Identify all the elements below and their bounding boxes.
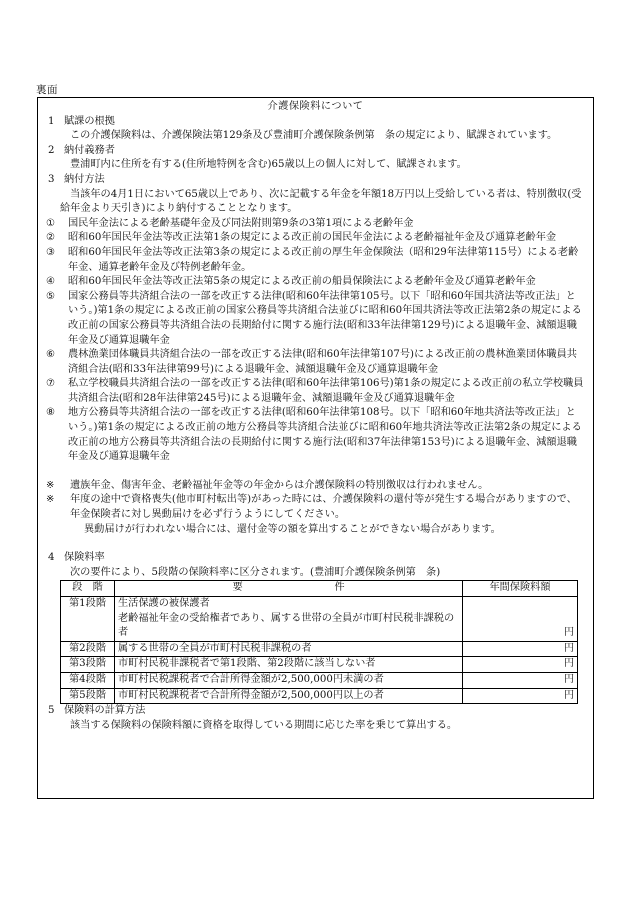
section-2-heading xyxy=(46,144,585,159)
pension-item xyxy=(46,348,585,377)
pension-item xyxy=(46,275,585,290)
section-2-body: 豊浦町内に住所を有する(住所地特例を含む)65歳以上の個人に対して、賦課されます。 xyxy=(70,159,467,171)
section-heading-text: 納付方法 xyxy=(64,173,105,185)
item-marker: ② xyxy=(46,232,56,244)
section-4-body: 次の要件により、5段階の保険料率に区分されます。(豊浦町介護保険条例第 条) xyxy=(70,566,441,578)
item-text: 私立学校職員共済組合法の一部を改正する法律(昭和60年法律第106号)第1条の規定による改正前の私立学校職員共済組合法(昭和28年法律第245号)による退職年金、減額退職年金及び通算退職年金 xyxy=(68,378,584,404)
pension-item xyxy=(46,290,585,348)
side-label: 裏面 xyxy=(36,84,58,96)
header-stage: 段 階 xyxy=(61,581,115,597)
document-frame xyxy=(37,97,594,799)
section-5-body: 該当する保険料の保険料額に資格を取得している期間に応じた率を乗じて算出する。 xyxy=(70,719,458,731)
table-row xyxy=(61,641,578,657)
stage-cell: 第2段階 xyxy=(61,641,115,657)
section-heading-text: 保険料率 xyxy=(64,552,105,564)
stage-cell: 第5段階 xyxy=(61,688,115,704)
fee-cell: 円 xyxy=(463,597,578,642)
item-text: 昭和60年国民年金法等改正法第5条の規定による改正前の船員保険法による老齢年金及び通算老齢年金 xyxy=(68,276,536,288)
item-text: 国家公務員等共済組合法の一部を改正する法律(昭和60年法律第105号。以下「昭和60年国共済法等改正法」という。)第1条の規定による改正前の国家公務員等共済組合法並びに昭和60年国共済法等改正法第2条の規定による改正前の国家公務員等共済組合法の長期給付に関する施行法(昭和33年法律第129号)による退職年金、減額退職年金及び通算退職年金 xyxy=(68,290,582,346)
fee-cell: 円 xyxy=(463,641,578,657)
requirement-cell: 市町村民税課税者で合計所得金額が2,500,000円以上の者 xyxy=(115,688,463,704)
table-row xyxy=(61,657,578,673)
requirement-cell: 属する世帯の全員が市町村民税非課税の者 xyxy=(115,641,463,657)
requirement-cell: 市町村民税課税者で合計所得金額が2,500,000円未満の者 xyxy=(115,672,463,688)
requirement-cell xyxy=(115,597,463,642)
section-1-heading xyxy=(46,115,585,130)
pension-item xyxy=(46,406,585,464)
item-text: 地方公務員等共済組合法の一部を改正する法律(昭和60年法律第108号。以下「昭和60年地共済法等改正法」という。)第1条の規定による改正前の地方公務員等共済組合法並びに昭和60年地共済法等改正法第2条の規定による改正前の地方公務員等共済組合法の長期給付に関する施行法(昭和37年法律第153号)による退職年金、減額退職年金及び通算退職年金 xyxy=(68,407,582,463)
document-title: 介護保険料について xyxy=(267,101,364,112)
section-heading-text: 賦課の根拠 xyxy=(64,115,115,127)
section-heading-text: 納付義務者 xyxy=(64,144,115,156)
header-annual-fee: 年間保険料額 xyxy=(463,581,578,597)
table-row xyxy=(61,672,578,688)
note-text: 遺族年金、傷害年金、老齢福祉年金等の年金からは介護保険料の特別徴収は行われません。 xyxy=(70,479,489,491)
note-marker: ※ xyxy=(46,479,55,491)
item-marker: ① xyxy=(46,217,56,229)
section-4-heading xyxy=(46,551,585,566)
item-marker: ④ xyxy=(46,276,56,288)
section-number: 3 xyxy=(48,173,55,185)
stage-cell: 第1段階 xyxy=(61,597,115,642)
table-row xyxy=(61,597,578,642)
note-item xyxy=(46,479,585,494)
section-number: 4 xyxy=(48,552,55,564)
fee-rate-table xyxy=(60,580,578,704)
pension-item xyxy=(46,217,585,232)
section-3-body: 当該年の4月1日において65歳以上であり、次に記載する年金を年額18万円以上受給している者は、特別徴収(受給年金より天引き)により納付することとなります。 xyxy=(60,188,582,215)
requirement-cell: 市町村民税非課税者で第1段階、第2段階に該当しない者 xyxy=(115,657,463,673)
note-continuation: 異動届けが行われない場合には、還付金等の額を算出することができない場合があります。 xyxy=(84,523,501,535)
item-marker: ⑥ xyxy=(46,349,56,361)
section-5-heading xyxy=(46,704,585,719)
item-marker: ⑦ xyxy=(46,378,56,390)
item-text: 国民年金法による老齢基礎年金及び同法附則第9条の3第1項による老齢年金 xyxy=(68,217,414,229)
item-text: 昭和60年国民年金法等改正法第1条の規定による改正前の国民年金法による老齢福祉年金及び通算老齢年金 xyxy=(68,232,557,244)
pension-list xyxy=(46,217,585,465)
header-requirement: 要 件 xyxy=(115,581,463,597)
item-text: 農林漁業団体職員共済組合法の一部を改正する法律(昭和60年法律第107号)による改正前の農林漁業団体職員共済組合法(昭和33年法律第99号)による退職年金、減額退職年金及び通算退職年金 xyxy=(68,349,577,375)
section-1-body: この介護保険料は、介護保険法第129条及び豊浦町介護保険条例第 条の規定により、賦課されています。 xyxy=(70,130,558,142)
requirement-line: 生活保護の被保護者 xyxy=(118,598,210,609)
section-heading-text: 保険料の計算方法 xyxy=(64,705,146,717)
item-marker: ③ xyxy=(46,246,56,258)
pension-item xyxy=(46,377,585,406)
section-number: 2 xyxy=(48,144,55,156)
pension-item xyxy=(46,231,585,246)
note-item xyxy=(46,493,585,522)
note-text: 年度の途中で資格喪失(他市町村転出等)があった時には、介護保険料の還付等が発生する場合がありますので、年金保険者に対し異動届けを必ず行うようにしてください。 xyxy=(70,494,577,521)
section-3-heading xyxy=(46,173,585,188)
fee-cell: 円 xyxy=(463,672,578,688)
fee-cell: 円 xyxy=(463,688,578,704)
item-marker: ⑧ xyxy=(46,407,56,419)
item-marker: ⑤ xyxy=(46,290,56,302)
note-marker: ※ xyxy=(46,494,55,506)
pension-item xyxy=(46,246,585,275)
table-row xyxy=(61,688,578,704)
section-number: 5 xyxy=(48,705,55,717)
fee-cell: 円 xyxy=(463,657,578,673)
requirement-line: 老齢福祉年金の受給権者であり、属する世帯の全員が市町村民税非課税の者 xyxy=(118,612,455,639)
stage-cell: 第3段階 xyxy=(61,657,115,673)
stage-cell: 第4段階 xyxy=(61,672,115,688)
table-header-row xyxy=(61,581,578,597)
item-text: 昭和60年国民年金法等改正法第3条の規定による改正前の厚生年金保険法（昭和29年法律第115号）による老齢年金、通算老齢年金及び特例老齢年金。 xyxy=(68,246,579,273)
section-number: 1 xyxy=(48,115,55,127)
